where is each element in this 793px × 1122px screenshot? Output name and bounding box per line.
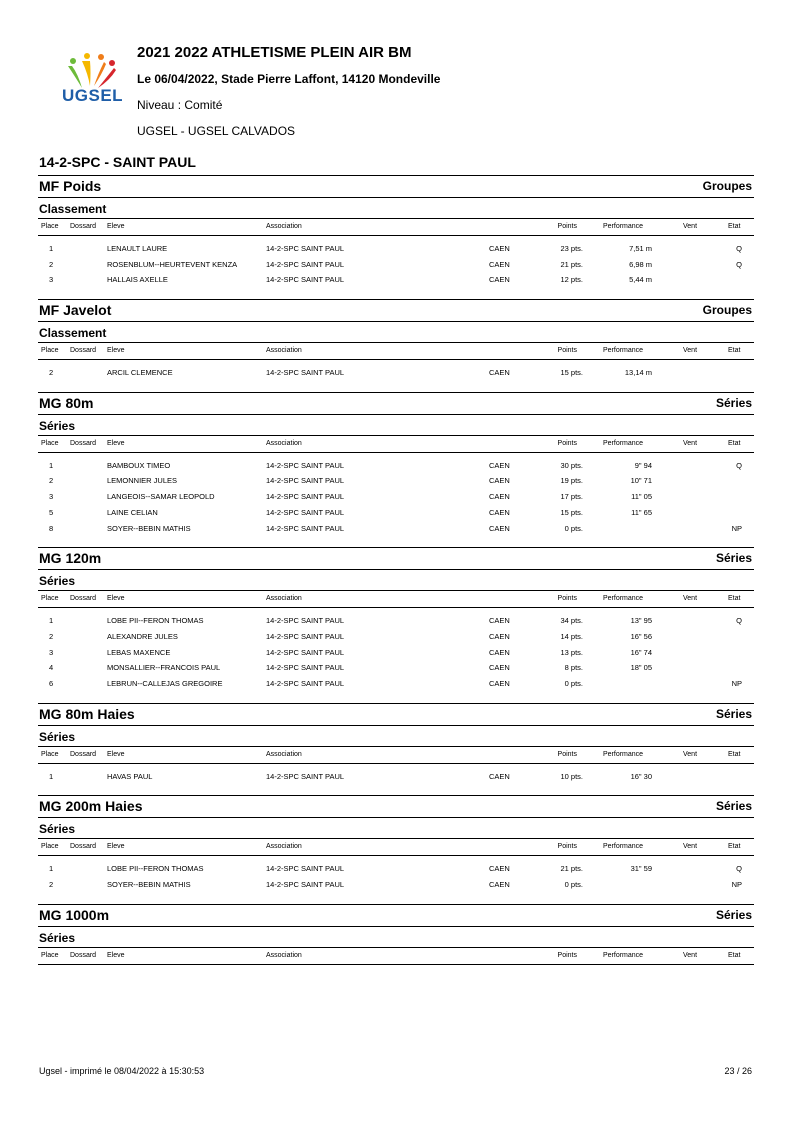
column-header-row — [38, 343, 754, 360]
column-header-place: Place — [41, 750, 59, 758]
cell-city: CAEN — [489, 259, 510, 269]
column-header-performance: Performance — [603, 843, 644, 851]
results-list — [38, 764, 754, 785]
column-header-performance: Performance — [603, 223, 644, 230]
event-type: Groupes — [702, 179, 752, 193]
column-header-etat: Etat — [728, 750, 741, 758]
column-header-vent: Vent — [683, 595, 698, 603]
column-header-place: Place — [41, 223, 59, 230]
cell-eleve: HALLAIS AXELLE — [107, 275, 168, 285]
column-header-dossard: Dossard — [70, 347, 97, 355]
event-section — [38, 175, 754, 288]
results-list — [38, 856, 754, 892]
cell-place: 2 — [49, 368, 54, 378]
cell-performance: 5,44 m — [629, 275, 652, 285]
club-title: 14-2-SPC - SAINT PAUL — [39, 154, 196, 170]
cell-place: 8 — [49, 523, 54, 533]
column-header-performance: Performance — [603, 439, 644, 447]
cell-association: 14-2-SPC SAINT PAUL — [266, 368, 345, 378]
cell-city: CAEN — [489, 616, 510, 626]
cell-points: 30 pts. — [560, 460, 583, 470]
cell-association: 14-2-SPC SAINT PAUL — [266, 771, 345, 781]
column-header-eleve: Eleve — [107, 223, 125, 230]
event-subtitle-bar — [38, 198, 754, 219]
event-type: Séries — [715, 395, 752, 410]
cell-etat: NP — [731, 678, 742, 688]
column-header-association: Association — [266, 347, 302, 355]
cell-association: 14-2-SPC SAINT PAUL — [266, 507, 345, 517]
cell-eleve: LEBRUN--CALLEJAS GREGOIRE — [107, 678, 223, 688]
cell-city: CAEN — [489, 476, 510, 486]
column-header-etat: Etat — [728, 595, 741, 603]
cell-eleve: LEMONNIER JULES — [107, 476, 178, 486]
cell-etat: Q — [736, 259, 742, 269]
table-row — [38, 505, 754, 521]
cell-etat: Q — [736, 244, 742, 253]
cell-performance: 16" 30 — [630, 771, 652, 781]
cell-eleve: LENAULT LAURE — [107, 244, 168, 253]
event-subtitle-bar — [38, 322, 754, 343]
event-subtitle: Séries — [39, 822, 76, 837]
cell-points: 34 pts. — [560, 616, 583, 626]
column-header-association: Association — [266, 843, 302, 851]
column-header-eleve: Eleve — [107, 750, 125, 758]
cell-performance: 18" 05 — [630, 663, 652, 673]
column-header-dossard: Dossard — [70, 951, 97, 959]
cell-points: 23 pts. — [560, 244, 583, 253]
cell-points: 0 pts. — [564, 880, 583, 889]
cell-points: 0 pts. — [564, 678, 583, 688]
cell-etat: Q — [736, 460, 742, 470]
cell-points: 12 pts. — [560, 275, 583, 285]
column-header-place: Place — [41, 951, 59, 959]
column-header-performance: Performance — [603, 347, 644, 355]
event-subtitle: Classement — [39, 326, 107, 341]
cell-performance: 6,98 m — [629, 259, 652, 269]
cell-place: 1 — [49, 244, 54, 253]
cell-association: 14-2-SPC SAINT PAUL — [266, 244, 345, 253]
cell-place: 3 — [49, 647, 54, 657]
section-gap — [38, 288, 754, 299]
cell-etat: Q — [736, 864, 742, 874]
column-header-dossard: Dossard — [70, 595, 97, 603]
cell-city: CAEN — [489, 771, 510, 781]
cell-association: 14-2-SPC SAINT PAUL — [266, 476, 345, 486]
cell-points: 10 pts. — [560, 771, 583, 781]
column-header-row — [38, 436, 754, 453]
event-header — [38, 392, 754, 415]
cell-performance: 7,51 m — [629, 244, 652, 253]
event-name: MF Poids — [39, 178, 102, 194]
column-header-row — [38, 219, 754, 236]
cell-eleve: LANGEOIS--SAMAR LEOPOLD — [107, 492, 215, 502]
cell-etat: NP — [731, 523, 742, 533]
cell-points: 15 pts. — [560, 368, 583, 378]
cell-city: CAEN — [489, 663, 510, 673]
cell-eleve: MONSALLIER--FRANCOIS PAUL — [107, 663, 221, 673]
column-header-row — [38, 948, 754, 965]
table-row — [38, 769, 754, 785]
event-subtitle-bar — [38, 726, 754, 747]
event-subtitle-bar — [38, 570, 754, 591]
column-header-performance: Performance — [603, 750, 644, 758]
event-name: MG 80m Haies — [39, 705, 135, 722]
column-header-points: Points — [557, 595, 577, 603]
column-header-vent: Vent — [683, 347, 698, 355]
cell-place: 2 — [49, 631, 54, 641]
table-row — [38, 473, 754, 489]
cell-eleve: SOYER--BEBIN MATHIS — [107, 523, 191, 533]
table-row — [38, 613, 754, 629]
cell-points: 8 pts. — [564, 663, 583, 673]
event-subtitle-bar — [38, 818, 754, 839]
cell-association: 14-2-SPC SAINT PAUL — [266, 663, 345, 673]
column-header-eleve: Eleve — [107, 595, 125, 603]
cell-place: 1 — [49, 864, 54, 874]
cell-place: 5 — [49, 507, 54, 517]
event-header — [38, 547, 754, 570]
column-header-vent: Vent — [683, 223, 698, 230]
section-gap — [38, 893, 754, 904]
table-row — [38, 877, 754, 893]
column-header-place: Place — [41, 439, 59, 447]
table-row — [38, 272, 754, 288]
event-type: Séries — [715, 706, 752, 721]
column-header-eleve: Eleve — [107, 843, 125, 851]
cell-etat: Q — [736, 616, 742, 626]
results-list — [38, 360, 754, 381]
column-header-vent: Vent — [683, 750, 698, 758]
cell-place: 3 — [49, 492, 54, 502]
column-header-dossard: Dossard — [70, 223, 97, 230]
event-subtitle-bar — [38, 927, 754, 948]
cell-city: CAEN — [489, 523, 510, 533]
column-header-eleve: Eleve — [107, 347, 125, 355]
column-header-association: Association — [266, 595, 302, 603]
cell-eleve: SOYER--BEBIN MATHIS — [107, 880, 191, 889]
cell-performance: 13,14 m — [624, 368, 652, 378]
cell-eleve: ALEXANDRE JULES — [107, 631, 178, 641]
cell-city: CAEN — [489, 647, 510, 657]
cell-points: 17 pts. — [560, 492, 583, 502]
event-header — [38, 795, 754, 818]
cell-points: 0 pts. — [564, 523, 583, 533]
cell-performance: 11" 65 — [631, 507, 652, 517]
column-header-performance: Performance — [603, 595, 644, 603]
cell-place: 3 — [49, 275, 54, 285]
organizer: UGSEL - UGSEL CALVADOS — [137, 124, 296, 138]
section-gap — [38, 692, 754, 703]
cell-place: 4 — [49, 663, 54, 673]
cell-points: 14 pts. — [560, 631, 583, 641]
table-row — [38, 458, 754, 474]
section-gap — [38, 381, 754, 392]
cell-association: 14-2-SPC SAINT PAUL — [266, 631, 345, 641]
cell-performance: 9" 94 — [634, 460, 652, 470]
column-header-association: Association — [266, 439, 302, 447]
event-name: MG 1000m — [39, 906, 110, 923]
cell-city: CAEN — [489, 460, 510, 470]
event-name: MG 80m — [39, 394, 94, 411]
cell-points: 13 pts. — [560, 647, 583, 657]
column-header-association: Association — [266, 951, 302, 959]
column-header-etat: Etat — [728, 347, 741, 355]
column-header-etat: Etat — [728, 223, 741, 230]
column-header-points: Points — [557, 843, 577, 851]
cell-city: CAEN — [489, 880, 510, 889]
cell-eleve: ARCIL CLEMENCE — [107, 368, 173, 378]
column-header-row — [38, 747, 754, 764]
cell-place: 2 — [49, 259, 54, 269]
event-header — [38, 175, 754, 198]
cell-place: 1 — [49, 771, 54, 781]
event-subtitle: Séries — [39, 418, 76, 433]
table-row — [38, 645, 754, 661]
cell-place: 1 — [49, 460, 54, 470]
cell-performance: 16" 74 — [630, 647, 652, 657]
column-header-etat: Etat — [728, 951, 741, 959]
event-section — [38, 703, 754, 785]
section-gap — [38, 784, 754, 795]
table-row — [38, 241, 754, 257]
cell-association: 14-2-SPC SAINT PAUL — [266, 523, 345, 533]
column-header-dossard: Dossard — [70, 439, 97, 447]
cell-etat: NP — [731, 880, 742, 889]
cell-performance: 11" 05 — [631, 492, 652, 502]
cell-place: 1 — [49, 616, 54, 626]
cell-association: 14-2-SPC SAINT PAUL — [266, 864, 345, 874]
column-header-dossard: Dossard — [70, 750, 97, 758]
column-header-eleve: Eleve — [107, 439, 125, 447]
cell-city: CAEN — [489, 244, 510, 253]
table-row — [38, 629, 754, 645]
cell-association: 14-2-SPC SAINT PAUL — [266, 460, 345, 470]
column-header-place: Place — [41, 843, 59, 851]
event-subtitle: Séries — [39, 729, 76, 744]
event-name: MF Javelot — [39, 302, 112, 319]
column-header-performance: Performance — [603, 951, 644, 959]
ugsel-logo — [60, 52, 126, 108]
cell-city: CAEN — [489, 864, 510, 874]
cell-place: 2 — [49, 476, 54, 486]
column-header-row — [38, 591, 754, 608]
results-list — [38, 453, 754, 536]
table-row — [38, 489, 754, 505]
page-number: 23 / 26 — [724, 1066, 752, 1076]
cell-city: CAEN — [489, 275, 510, 285]
cell-performance: 13" 95 — [630, 616, 652, 626]
column-header-dossard: Dossard — [70, 843, 97, 851]
column-header-place: Place — [41, 347, 59, 355]
cell-eleve: HAVAS PAUL — [107, 771, 153, 781]
cell-association: 14-2-SPC SAINT PAUL — [266, 492, 345, 502]
results-list — [38, 236, 754, 288]
cell-points: 21 pts. — [560, 864, 583, 874]
event-name: MG 200m Haies — [39, 798, 143, 815]
column-header-points: Points — [557, 750, 577, 758]
cell-points: 21 pts. — [560, 259, 583, 269]
document-title: 2021 2022 ATHLETISME PLEIN AIR BM — [137, 44, 412, 61]
section-gap — [38, 536, 754, 547]
cell-association: 14-2-SPC SAINT PAUL — [266, 616, 345, 626]
column-header-association: Association — [266, 750, 302, 758]
event-subtitle: Séries — [39, 930, 76, 945]
column-header-points: Points — [557, 223, 577, 230]
table-row — [38, 660, 754, 676]
event-section — [38, 795, 754, 892]
cell-eleve: LOBE PII--FERON THOMAS — [107, 864, 204, 874]
cell-place: 2 — [49, 880, 54, 889]
column-header-vent: Vent — [683, 843, 698, 851]
cell-city: CAEN — [489, 678, 510, 688]
event-date-location: Le 06/04/2022, Stade Pierre Laffont, 14120 Mondeville — [137, 72, 441, 86]
column-header-points: Points — [557, 951, 577, 959]
event-type: Séries — [715, 799, 752, 814]
table-row — [38, 521, 754, 537]
column-header-vent: Vent — [683, 439, 698, 447]
column-header-points: Points — [557, 439, 577, 447]
cell-city: CAEN — [489, 507, 510, 517]
column-header-etat: Etat — [728, 439, 741, 447]
cell-place: 6 — [49, 678, 54, 688]
column-header-association: Association — [266, 223, 302, 230]
cell-performance: 31" 59 — [630, 864, 652, 874]
cell-city: CAEN — [489, 492, 510, 502]
cell-association: 14-2-SPC SAINT PAUL — [266, 880, 345, 889]
event-subtitle: Séries — [39, 574, 76, 589]
column-header-points: Points — [557, 347, 577, 355]
column-header-row — [38, 839, 754, 856]
cell-association: 14-2-SPC SAINT PAUL — [266, 259, 345, 269]
cell-eleve: BAMBOUX TIMEO — [107, 460, 171, 470]
column-header-vent: Vent — [683, 951, 698, 959]
event-subtitle: Classement — [39, 202, 107, 216]
cell-eleve: ROSENBLUM--HEURTEVENT KENZA — [107, 259, 238, 269]
event-type: Séries — [715, 907, 752, 922]
cell-points: 15 pts. — [560, 507, 583, 517]
cell-association: 14-2-SPC SAINT PAUL — [266, 647, 345, 657]
column-header-etat: Etat — [728, 843, 741, 851]
cell-eleve: LAINE CELIAN — [107, 507, 158, 517]
event-level: Niveau : Comité — [137, 98, 223, 112]
cell-eleve: LOBE PII--FERON THOMAS — [107, 616, 204, 626]
event-section — [38, 904, 754, 965]
cell-performance: 10" 71 — [630, 476, 652, 486]
cell-city: CAEN — [489, 368, 510, 378]
cell-association: 14-2-SPC SAINT PAUL — [266, 275, 345, 285]
results-sections — [38, 175, 754, 965]
event-header — [38, 703, 754, 726]
table-row — [38, 861, 754, 877]
print-timestamp: Ugsel - imprimé le 08/04/2022 à 15:30:53 — [39, 1066, 205, 1076]
event-name: MG 120m — [39, 550, 102, 567]
cell-points: 19 pts. — [560, 476, 583, 486]
event-header — [38, 299, 754, 322]
table-row — [38, 257, 754, 273]
cell-eleve: LEBAS MAXENCE — [107, 647, 171, 657]
event-subtitle-bar — [38, 415, 754, 436]
event-type: Séries — [715, 551, 752, 566]
table-row — [38, 365, 754, 381]
event-header — [38, 904, 754, 927]
event-section — [38, 392, 754, 536]
column-header-eleve: Eleve — [107, 951, 125, 959]
column-header-place: Place — [41, 595, 59, 603]
results-list — [38, 608, 754, 691]
cell-performance: 16" 56 — [630, 631, 652, 641]
cell-city: CAEN — [489, 631, 510, 641]
cell-association: 14-2-SPC SAINT PAUL — [266, 678, 345, 688]
event-section — [38, 299, 754, 381]
logo-text: UGSEL — [62, 86, 124, 105]
event-type: Groupes — [702, 303, 752, 318]
event-section — [38, 547, 754, 691]
table-row — [38, 676, 754, 692]
